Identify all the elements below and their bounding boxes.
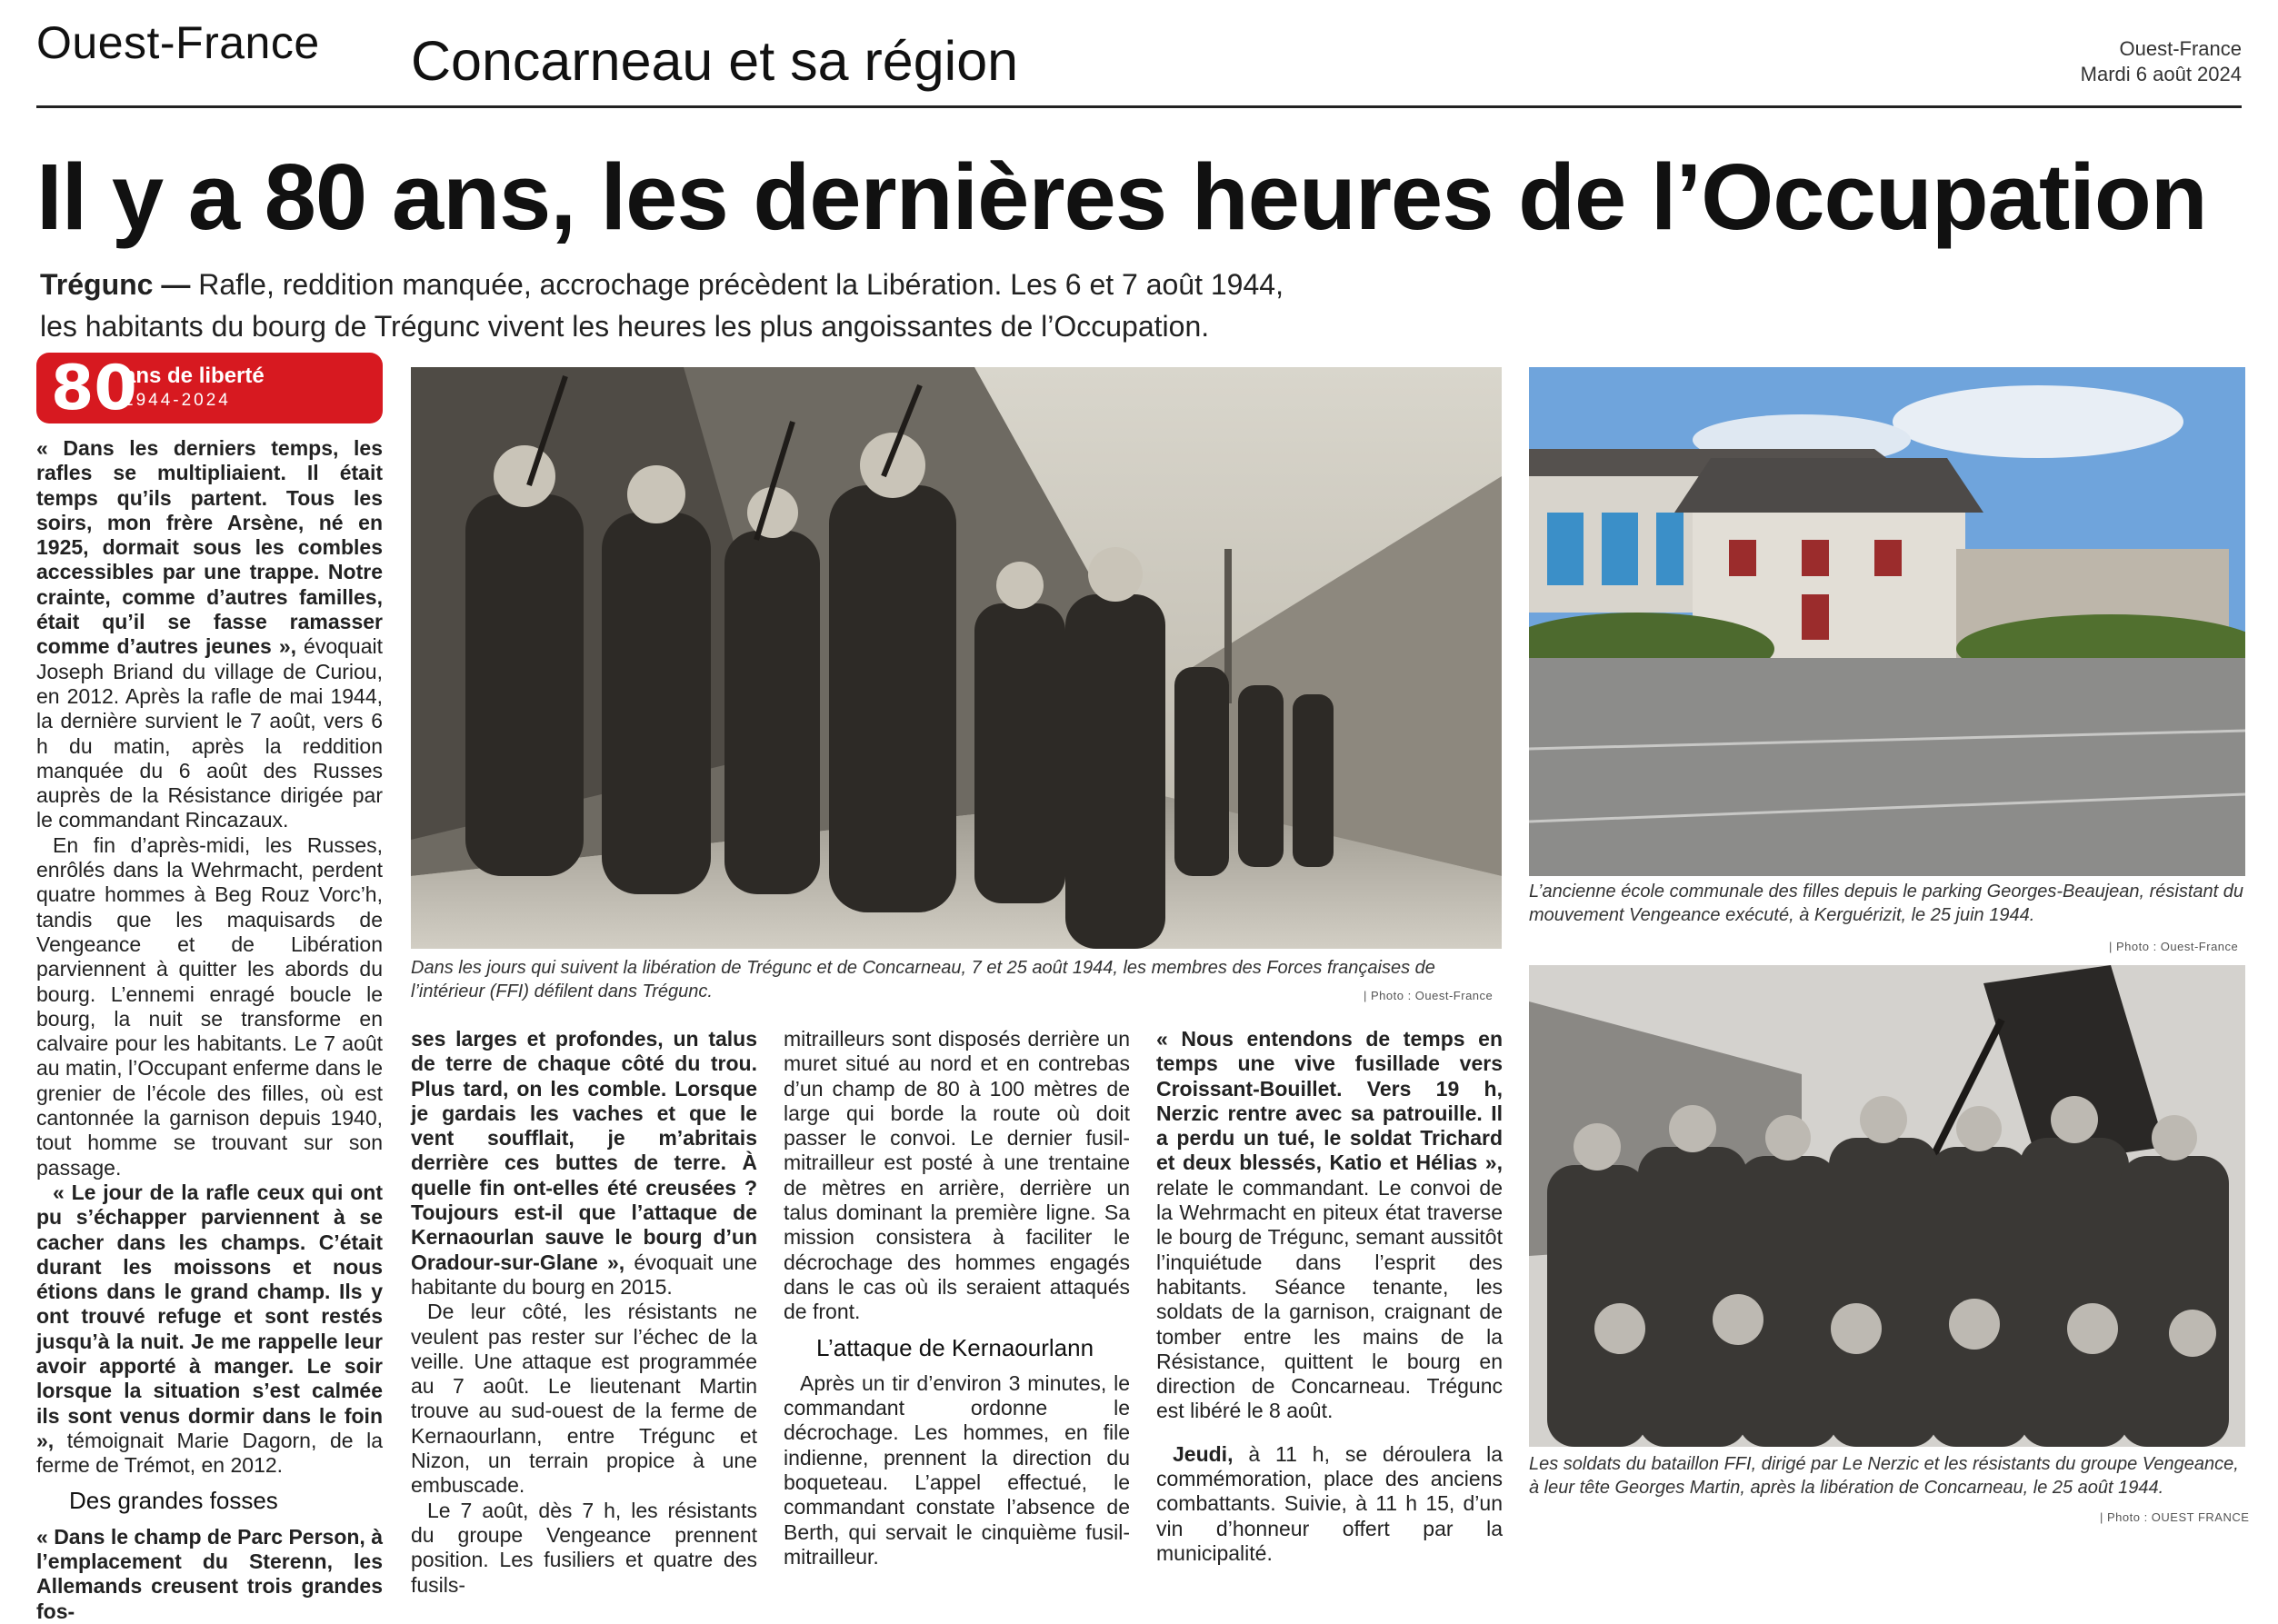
paper-name: Ouest-France — [2119, 37, 2242, 60]
article-column-2 — [411, 1027, 757, 1598]
group-photo-credit: | Photo : OUEST FRANCE — [2100, 1510, 2250, 1524]
paragraph-decrochage: Après un tir d’environ 3 minutes, le commandant ordonne le décrochage. Les hommes, en file indienne, prennent la direction du boqueteau. L’appel effectué, le commandant constate l’absence de Berth, qui servait le cinquième fusil-mitrailleur. — [784, 1370, 1130, 1569]
main-photo — [411, 367, 1502, 949]
quote-dagorn: « Le jour de la rafle ceux qui ont pu s’échapper parviennent à se cacher dans les champs. C’était durant les moissons et nous étions dans le grand champ. Ils y ont trouvé refuge et sont restés jusqu’à la nuit. Je me rappelle leur avoir apporté à manger. Le soir lorsque la situation s’est calmée ils sont venus dormir dans le foin », — [36, 1180, 383, 1452]
text-dagorn: témoignait Marie Dagorn, de la ferme de Trémot, en 2012. — [36, 1428, 383, 1478]
article-column-4 — [1156, 1027, 1503, 1566]
text-habitante: évoquait une habitante du bourg en 2015. — [411, 1250, 757, 1299]
main-photo-caption: Dans les jours qui suivent la libération de Trégunc et de Concarneau, 7 et 25 août 1944, les membres des Forces françaises de l’intérieur (FFI) défilent dans Trégunc. — [411, 958, 1435, 1001]
paragraph-russes: En fin d’après-midi, les Russes, enrôlés dans la Wehrmacht, perdent quatre hommes à Beg Rouz Vorc’h, tandis que les maquisards de Vengeance et de Libération parviennent à quitter les abords du bourg. L’ennemi enragé boucle le bourg, la nuit se transforme en calvaire pour les habitants. Le 7 août au matin, l’Occupant enferme dans le grenier de l’école des filles, où est cantonnée la garnison depuis 1940, tout homme se trouvant sur son passage. — [36, 832, 383, 1180]
article-column-1 — [36, 436, 383, 1624]
lead-text-1: Rafle, reddition manquée, accrochage précèdent la Libération. Les 6 et 7 août 1944, — [190, 268, 1284, 301]
ffi-battalion-photo — [1529, 965, 2245, 1447]
lead-place: Trégunc — — [40, 268, 191, 301]
anniversary-badge — [36, 353, 383, 423]
article-column-3 — [784, 1027, 1130, 1569]
school-photo — [1529, 367, 2245, 876]
main-photo-credit: | Photo : Ouest-France — [1364, 989, 1494, 1002]
section-title: Concarneau et sa région — [411, 30, 1019, 92]
ffi-parade-photo — [411, 367, 1502, 949]
lead-text-2: les habitants du bourg de Trégunc vivent les heures les plus angoissantes de l’Occupation. — [40, 310, 1210, 343]
masthead-logo: Ouest-France — [36, 17, 320, 68]
date-block — [2081, 36, 2242, 87]
group-photo — [1529, 965, 2245, 1447]
badge-line2: 1944-2024 — [124, 391, 231, 410]
issue-date: Mardi 6 août 2024 — [2080, 63, 2242, 85]
lead-paragraph — [40, 264, 1313, 347]
quote-commandant: « Nous entendons de temps en temps une vive fusillade vers Croissant-Bouillet. Vers 19 h, Nerzic rentre avec sa patrouille. Il a perdu un tué, le soldat Trichard et deux blessés, Katio et Hélias », — [1156, 1027, 1503, 1175]
badge-number: 80 — [51, 353, 137, 424]
text-commemoration: à 11 h, se déroulera la commémoration, place des anciens combattants. Suivie, à 11 h 15, d’un vin d’honneur offert par la municipalité. — [1156, 1441, 1503, 1565]
school-photo-caption: L’ancienne école communale des filles depuis le parking Georges-Beaujean, résistant du mouvement Vengeance exécuté, à Kerguérizit, le 25 juin 1944. — [1529, 882, 2244, 925]
quote-fosses-end: ses larges et profondes, un talus de terre de chaque côté du trou. Plus tard, on les comble. Lorsque je gardais les vaches et que le vent soufflait, je m’abritais derrière ces buttes de terre. À quelle fin ont-elles été creusées ? Toujours est-il que l’attaque de Kernaourlan sauve le bourg d’un Oradour-sur-Glane », — [411, 1027, 757, 1274]
subhead-kernaourlann: L’attaque de Kernaourlann — [816, 1333, 1094, 1361]
headline: Il y a 80 ans, les dernières heures de l’Occupation — [36, 144, 2207, 249]
paragraph-mitrailleurs: mitrailleurs sont disposés derrière un muret situé au nord et en contrebas d’un champ de 80 à 100 mètres de large qui borde la route où doit passer le convoi. Le dernier fusil-mitrailleur est posté à une trentaine de mètres en arrière, derrière un talus dominant la première ligne. Sa mission consistera à faciliter le décrochage des hommes engagés dans le cas où ils seraient attaqués de front. — [784, 1027, 1130, 1324]
text-commandant: relate le commandant. Le convoi de la Wehrmacht en piteux état traverse le bourg de Trégunc, semant aussitôt l’inquiétude dans l’esprit des habitants. Séance tenante, les soldats de la garnison, craignant de tomber entre les mains de la Résistance, quittent le bourg en direction de Concarneau. Trégunc est libéré le 8 août. — [1156, 1175, 1503, 1423]
jeudi-label: Jeudi, — [1173, 1441, 1234, 1466]
quote-fosses-start: « Dans le champ de Parc Person, à l’emplacement du Sterenn, les Allemands creusent trois grandes fos- — [36, 1524, 383, 1623]
badge-line1: ans de liberté — [124, 364, 265, 388]
group-photo-caption: Les soldats du bataillon FFI, dirigé par Le Nerzic et les résistants du groupe Vengeance, à leur tête Georges Martin, après la libération de Concarneau, le 25 août 1944. — [1529, 1454, 2239, 1498]
quote-briand: « Dans les derniers temps, les rafles se multipliaient. Il était temps qu’ils partent. Tous les soirs, mon frère Arsène, né en 1925, dormait sous les combles accessibles par une trappe. Notre crainte, comme d’autres familles, était qu’il se fasse ramasser comme d’autres jeunes », — [36, 436, 383, 659]
paragraph-position: Le 7 août, dès 7 h, les résistants du groupe Vengeance prennent position. Les fusiliers et quatre des fusils- — [411, 1498, 757, 1597]
school-building-photo — [1529, 367, 2245, 876]
school-photo-credit: | Photo : Ouest-France — [2109, 940, 2239, 953]
text-briand: évoquait Joseph Briand du village de Curiou, en 2012. Après la rafle de mai 1944, la dernière survient le 7 août, vers 6 h du matin, après la reddition manquée du 6 août des Russes auprès de la Résistance dirigée par le commandant Rincazaux. — [36, 634, 383, 832]
subhead-fosses: Des grandes fosses — [69, 1487, 278, 1515]
paragraph-attaque-programmee: De leur côté, les résistants ne veulent pas rester sur l’échec de la veille. Une attaque est programmée au 7 août. Le lieutenant Martin trouve au sud-ouest de la ferme de Kernaourlann, entre Trégunc et Nizon, un terrain propice à une embuscade. — [411, 1300, 757, 1498]
masthead-rule — [36, 105, 2242, 108]
